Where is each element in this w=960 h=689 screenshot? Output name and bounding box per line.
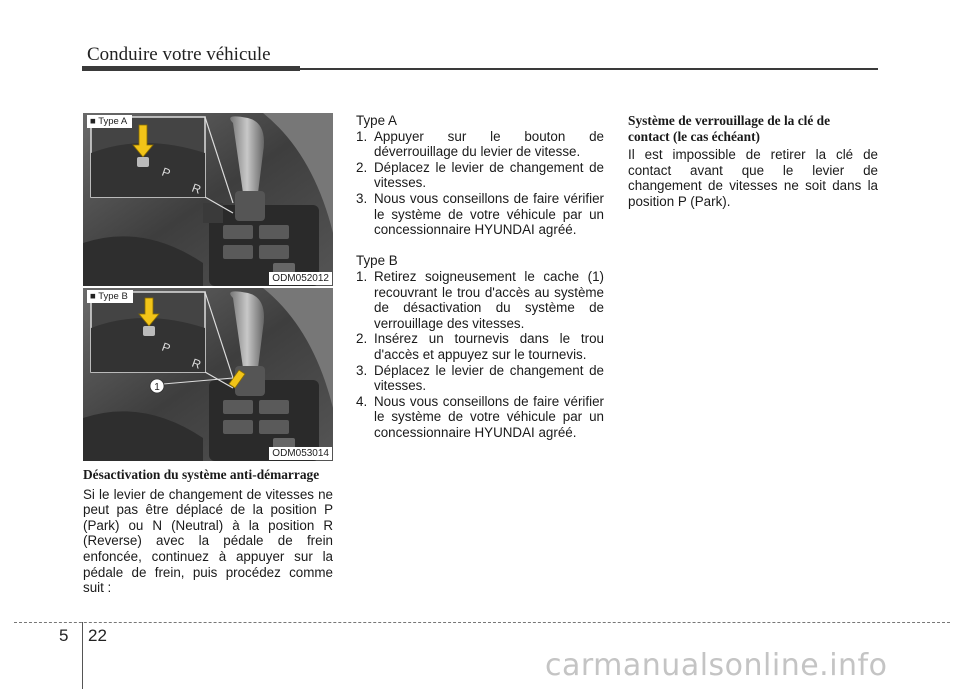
left-column bbox=[83, 467, 333, 596]
footer-dashed-rule bbox=[14, 622, 950, 623]
photo-type-b bbox=[83, 288, 333, 461]
gear-shifter-illustration-b bbox=[83, 288, 333, 461]
gear-letter-r: R bbox=[189, 180, 203, 197]
photo-tag-type-a: ■ Type A bbox=[87, 115, 132, 128]
list-item: 3. Nous vous conseillons de faire vérifier le système de votre véhicule par un concessionnaire HYUNDAI agréé. bbox=[356, 190, 604, 238]
header-rule-thick bbox=[82, 66, 300, 71]
header-rule-thin bbox=[300, 68, 878, 70]
list-item: 1. Retirez soigneusement le cache (1) recouvrant le trou d'accès au système de désactivation du système de verrouillage des vitesses. bbox=[356, 268, 604, 331]
middle-column bbox=[356, 113, 604, 440]
list-item: 2. Déplacez le levier de changement de vitesses. bbox=[356, 159, 604, 191]
chapter-number: 5 bbox=[59, 626, 69, 645]
photo-code-b: ODM053014 bbox=[269, 447, 332, 460]
callout-number: 1 bbox=[154, 382, 160, 393]
section-heading-anti-start: Désactivation du système anti-démarrage bbox=[83, 467, 320, 482]
section-heading-key-lock-line1: Système de verrouillage de la clé de bbox=[628, 113, 831, 128]
photo-code-a: ODM052012 bbox=[269, 272, 332, 285]
gear-letter-r: R bbox=[189, 355, 203, 372]
watermark: carmanualsonline.info bbox=[545, 648, 888, 683]
type-b-title: Type B bbox=[356, 253, 398, 269]
photo-type-a bbox=[83, 113, 333, 286]
type-a-steps bbox=[356, 129, 604, 238]
page-number: 22 bbox=[88, 626, 107, 645]
type-a-title: Type A bbox=[356, 113, 397, 128]
gear-letter-p: P bbox=[159, 339, 173, 356]
gear-shifter-illustration-a bbox=[83, 113, 333, 286]
list-item: 1. Appuyer sur le bouton de déverrouillage du levier de vitesse. bbox=[356, 128, 604, 160]
list-item: 3. Déplacez le levier de changement de vitesses. bbox=[356, 362, 604, 394]
list-item: 4. Nous vous conseillons de faire vérifier le système de votre véhicule par un concessionnaire HYUNDAI agréé. bbox=[356, 393, 604, 440]
section-body-key-lock: Il est impossible de retirer la clé de contact avant que le levier de changement de vitesses ne soit dans la position P (Park). bbox=[628, 147, 878, 209]
type-b-steps bbox=[356, 269, 604, 441]
right-column bbox=[628, 113, 878, 210]
list-item: 2. Insérez un tournevis dans le trou d'accès et appuyez sur le tournevis. bbox=[356, 331, 604, 362]
footer-vertical-rule bbox=[82, 622, 83, 689]
section-body-anti-start: Si le levier de changement de vitesses ne peut pas être déplacé de la position P (Park) ou N (Neutral) à la position R (Reverse) avec la pédale de frein enfoncée, continuez à appuyer sur la pédale de frein, puis procédez comme suit : bbox=[83, 486, 333, 596]
section-heading-key-lock-line2: contact (le cas échéant) bbox=[628, 128, 760, 144]
photo-tag-type-b: ■ Type B bbox=[87, 290, 133, 303]
gear-letter-p: P bbox=[159, 164, 173, 181]
page-header-title: Conduire votre véhicule bbox=[87, 44, 271, 65]
